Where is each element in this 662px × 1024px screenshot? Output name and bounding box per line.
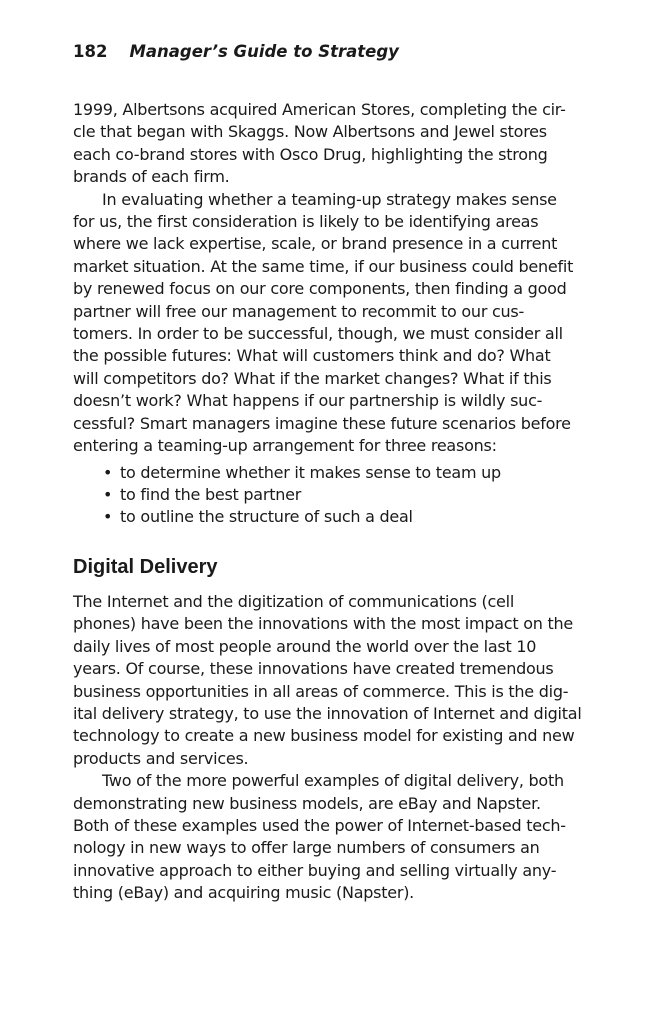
text-line: phones) have been the innovations with the most impact on the	[73, 614, 573, 634]
bullet-glyph: •	[103, 484, 113, 504]
bullet-glyph: •	[103, 507, 113, 527]
text-line: for us, the first consideration is likely to be identifying areas	[73, 212, 539, 232]
text-line: cle that began with Skaggs. Now Albertsons and Jewel stores	[73, 122, 547, 142]
text-line: will competitors do? What if the market changes? What if this	[73, 368, 552, 388]
text-line: demonstrating new business models, are eBay and Napster.	[73, 793, 541, 813]
list-item	[73, 506, 573, 528]
text-line: where we lack expertise, scale, or brand presence in a current	[73, 234, 558, 254]
list-item-text: to determine whether it makes sense to team up	[120, 462, 501, 482]
text-line: the possible futures: What will customers think and do? What	[73, 346, 551, 366]
text-line: by renewed focus on our core components, then finding a good	[73, 279, 567, 299]
text-line: technology to create a new business model for existing and new	[73, 726, 575, 746]
paragraph-evaluating-teaming-up	[73, 189, 573, 458]
text-line: years. Of course, these innovations have created tremendous	[73, 659, 554, 679]
text-line: cessful? Smart managers imagine these future scenarios before	[73, 413, 571, 433]
text-line: tomers. In order to be successful, though, we must consider all	[73, 324, 563, 344]
section-digital-delivery-text	[73, 591, 582, 905]
section-teaming-up-text	[73, 99, 573, 529]
book-title: Manager’s Guide to Strategy	[129, 42, 399, 61]
text-line: market situation. At the same time, if our business could benefit	[73, 256, 574, 276]
list-item	[73, 462, 573, 484]
list-item-text: to find the best partner	[120, 484, 302, 504]
text-line: innovative approach to either buying and selling virtually any-	[73, 860, 557, 880]
text-line: The Internet and the digitization of communications (cell	[73, 592, 515, 611]
text-line: brands of each firm.	[73, 167, 230, 187]
paragraph-albertsons	[73, 99, 573, 189]
section-heading-digital-delivery: Digital Delivery	[73, 556, 218, 578]
paragraph-internet-digitization	[73, 591, 582, 770]
bullet-glyph: •	[103, 462, 113, 482]
text-line: Two of the more powerful examples of digital delivery, both	[102, 771, 564, 791]
text-line: each co-brand stores with Osco Drug, highlighting the strong	[73, 144, 548, 164]
text-line: entering a teaming-up arrangement for three reasons:	[73, 436, 497, 456]
reasons-bullet-list	[73, 462, 573, 529]
text-line: Both of these examples used the power of Internet-based tech-	[73, 816, 566, 836]
text-line: In evaluating whether a teaming-up strategy makes sense	[102, 189, 557, 209]
text-line: partner will free our management to recommit to our cus-	[73, 301, 525, 321]
running-head	[73, 42, 399, 61]
text-line: daily lives of most people around the world over the last 10	[73, 636, 537, 656]
text-line: thing (eBay) and acquiring music (Napster).	[73, 883, 415, 903]
text-line: business opportunities in all areas of commerce. This is the dig-	[73, 681, 569, 701]
text-line: doesn’t work? What happens if our partnership is wildly suc-	[73, 391, 543, 411]
paragraph-ebay-napster	[73, 770, 582, 904]
text-line: nology in new ways to offer large numbers of consumers an	[73, 838, 540, 858]
text-line: 1999, Albertsons acquired American Stores, completing the cir-	[73, 100, 566, 119]
text-line: ital delivery strategy, to use the innovation of Internet and digital	[73, 704, 582, 724]
page-number: 182	[73, 42, 108, 61]
text-line: products and services.	[73, 748, 249, 768]
list-item-text: to outline the structure of such a deal	[120, 507, 413, 527]
list-item	[73, 484, 573, 506]
